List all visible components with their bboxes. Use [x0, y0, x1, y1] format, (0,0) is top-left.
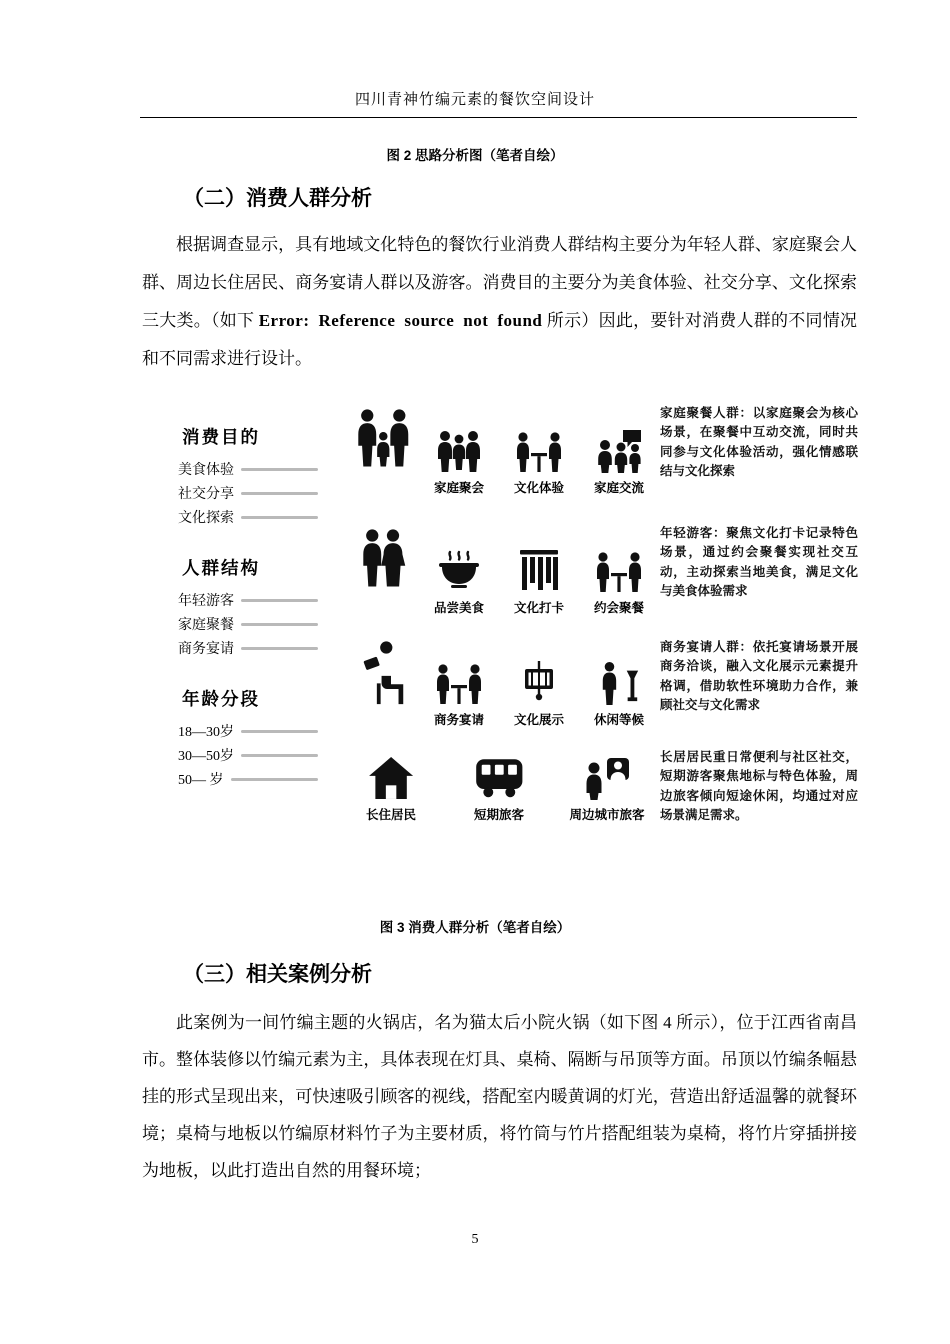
family-icon: [355, 408, 412, 474]
header-divider: [140, 117, 857, 118]
legend-underline: [241, 623, 318, 626]
couple-icon: [360, 528, 405, 594]
figure-legend-item: [178, 612, 318, 636]
bus-icon: [474, 756, 525, 800]
figure-group-title: 年龄分段: [182, 689, 260, 709]
house-icon: [367, 756, 415, 800]
figure-legend-label: 18—30岁: [178, 725, 234, 740]
curtain-icon: [519, 549, 559, 593]
figure-cell-label: 商务宴请: [433, 713, 484, 727]
figure-cell-label: 长住居民: [365, 808, 416, 822]
figure2-caption: 图 2 思路分析图（笔者自绘）: [386, 148, 564, 163]
paragraph-text-part1: 根据调查显示，具有地域文化特色的餐饮行业消费人群结构主要分为年轻人群、家庭聚会人群、周边长住居民、商务宴请人群以及游客。消费目的主要分为美食体验、社交分享、文化探索三大类。（如下: [142, 235, 857, 330]
table-icon: [595, 549, 643, 593]
figure-icon-cell: [582, 661, 656, 728]
figure-icon-cell: [422, 661, 496, 728]
figure-icon-cell: [502, 661, 576, 728]
figure-legend-label: 50— 岁: [178, 773, 224, 788]
figure-icon-grid: [350, 392, 662, 897]
figure-legend-label: 家庭聚餐: [178, 618, 234, 633]
page-number: 5: [471, 1232, 479, 1247]
figure-legend-column: [178, 424, 318, 791]
figure-lead-cell: [350, 640, 416, 728]
paragraph-text-part2: 所示）因此，要针对消费人群的不同情况和不同需求进行设计。: [142, 311, 857, 368]
figure-icon-row: [350, 528, 656, 616]
error-reference-text: Error: Reference source not found: [258, 311, 543, 330]
figure-icon-row: [350, 640, 656, 728]
figure-icon-cell: [570, 756, 644, 823]
city-icon: [583, 756, 631, 800]
figure-legend-label: 年轻游客: [178, 594, 234, 609]
section-heading-consumer-analysis: （二）消费人群分析: [183, 187, 372, 210]
figure-icon-cell: [422, 429, 496, 496]
consumer-analysis-figure: [145, 392, 861, 897]
figure-legend-item: [178, 767, 318, 791]
group-icon: [435, 429, 483, 473]
section-heading-case-analysis: （三）相关案例分析: [183, 963, 372, 986]
legend-underline: [241, 730, 318, 733]
consumer-analysis-paragraph: [142, 226, 857, 378]
figure-legend-item: [178, 588, 318, 612]
figure-legend-item: [178, 636, 318, 660]
figure-legend-item: [178, 743, 318, 767]
table-icon: [435, 661, 483, 705]
figure-icon-row: [350, 408, 656, 496]
figure-legend-label: 社交分享: [178, 487, 234, 502]
figure-cell-label: 品尝美食: [433, 601, 484, 615]
figure-note: 长居居民重日常便利与社区社交，短期游客聚焦地标与特色体验，周边旅客倾向短途休闲，均通过对应场景满足需求。: [660, 750, 858, 823]
figure-legend-label: 30—50岁: [178, 749, 234, 764]
legend-underline: [231, 778, 319, 781]
figure-cell-label: 文化打卡: [513, 601, 564, 615]
figure-group-title: 消费目的: [182, 427, 260, 447]
figure-cell-label: 文化展示: [513, 713, 564, 727]
figure-legend-label: 商务宴请: [178, 642, 234, 657]
legend-underline: [241, 492, 318, 495]
figure-legend-label: 美食体验: [178, 463, 234, 478]
figure-legend-label: 文化探索: [178, 511, 234, 526]
figure-legend-item: [178, 481, 318, 505]
bowl-icon: [437, 549, 481, 593]
figure-icon-cell: [582, 549, 656, 616]
speech-group-icon: [595, 429, 643, 473]
figure-cell-label: 休闲等候: [593, 713, 644, 727]
figure-note: 商务宴请人群：依托宴请场景开展商务洽谈，融入文化展示元素提升格调，借助软性环境助力合作，兼顾社交与文化需求: [660, 640, 858, 713]
figure-legend-item: [178, 505, 318, 529]
legend-underline: [241, 468, 318, 471]
figure-note: 家庭聚餐人群：以家庭聚会为核心场景，在聚餐中互动交流，同时共同参与文化体验活动，强化情感联结与文化探索: [660, 406, 858, 479]
figure-legend-item: [178, 457, 318, 481]
figure-group-title: 人群结构: [182, 558, 260, 578]
figure-icon-cell: [502, 549, 576, 616]
table-icon: [515, 429, 563, 473]
reading-icon: [358, 640, 407, 706]
figure-cell-label: 约会聚餐: [593, 601, 644, 615]
figure3-caption: 图 3 消费人群分析（笔者自绘）: [379, 920, 571, 935]
figure-lead-cell: [350, 528, 416, 616]
display-icon: [519, 661, 559, 705]
case-analysis-paragraph: 此案例为一间竹编主题的火锅店，名为猫太后小院火锅（如下图 4 所示），位于江西省南昌市。整体装修以竹编元素为主，具体表现在灯具、桌椅、隔断与吊顶等方面。吊顶以竹编条幅悬挂的形式呈现出来，可快速吸引顾客的视线，搭配室内暖黄调的灯光，营造出舒适温馨的就餐环境；桌椅与地板以竹编原材料竹子为主要材质，将竹筒与竹片搭配组装为桌椅，将竹片穿插拼接为地板，以此打造出自然的用餐环境；: [142, 1013, 857, 1180]
figure-cell-label: 家庭交流: [593, 481, 644, 495]
figure-icon-cell: [462, 756, 536, 823]
figure-icon-cell: [502, 429, 576, 496]
figure-cell-label: 家庭聚会: [433, 481, 484, 495]
figure-cell-label: 短期旅客: [473, 808, 524, 822]
figure-note: 年轻游客：聚焦文化打卡记录特色场景，通过约会聚餐实现社交互动，主动探索当地美食，满足文化与美食体验需求: [660, 526, 858, 599]
figure-icon-row: [354, 756, 644, 823]
figure-icon-cell: [354, 756, 428, 823]
figure-lead-cell: [350, 408, 416, 496]
legend-underline: [241, 754, 318, 757]
legend-underline: [241, 516, 318, 519]
figure-icon-cell: [582, 429, 656, 496]
figure-cell-label: 文化体验: [513, 481, 564, 495]
figure-legend-item: [178, 719, 318, 743]
page-header-title: 四川青神竹编元素的餐饮空间设计: [354, 92, 595, 108]
waiting-icon: [598, 661, 640, 705]
legend-underline: [241, 599, 318, 602]
figure-icon-cell: [422, 549, 496, 616]
legend-underline: [241, 647, 318, 650]
figure-cell-label: 周边城市旅客: [569, 808, 645, 822]
